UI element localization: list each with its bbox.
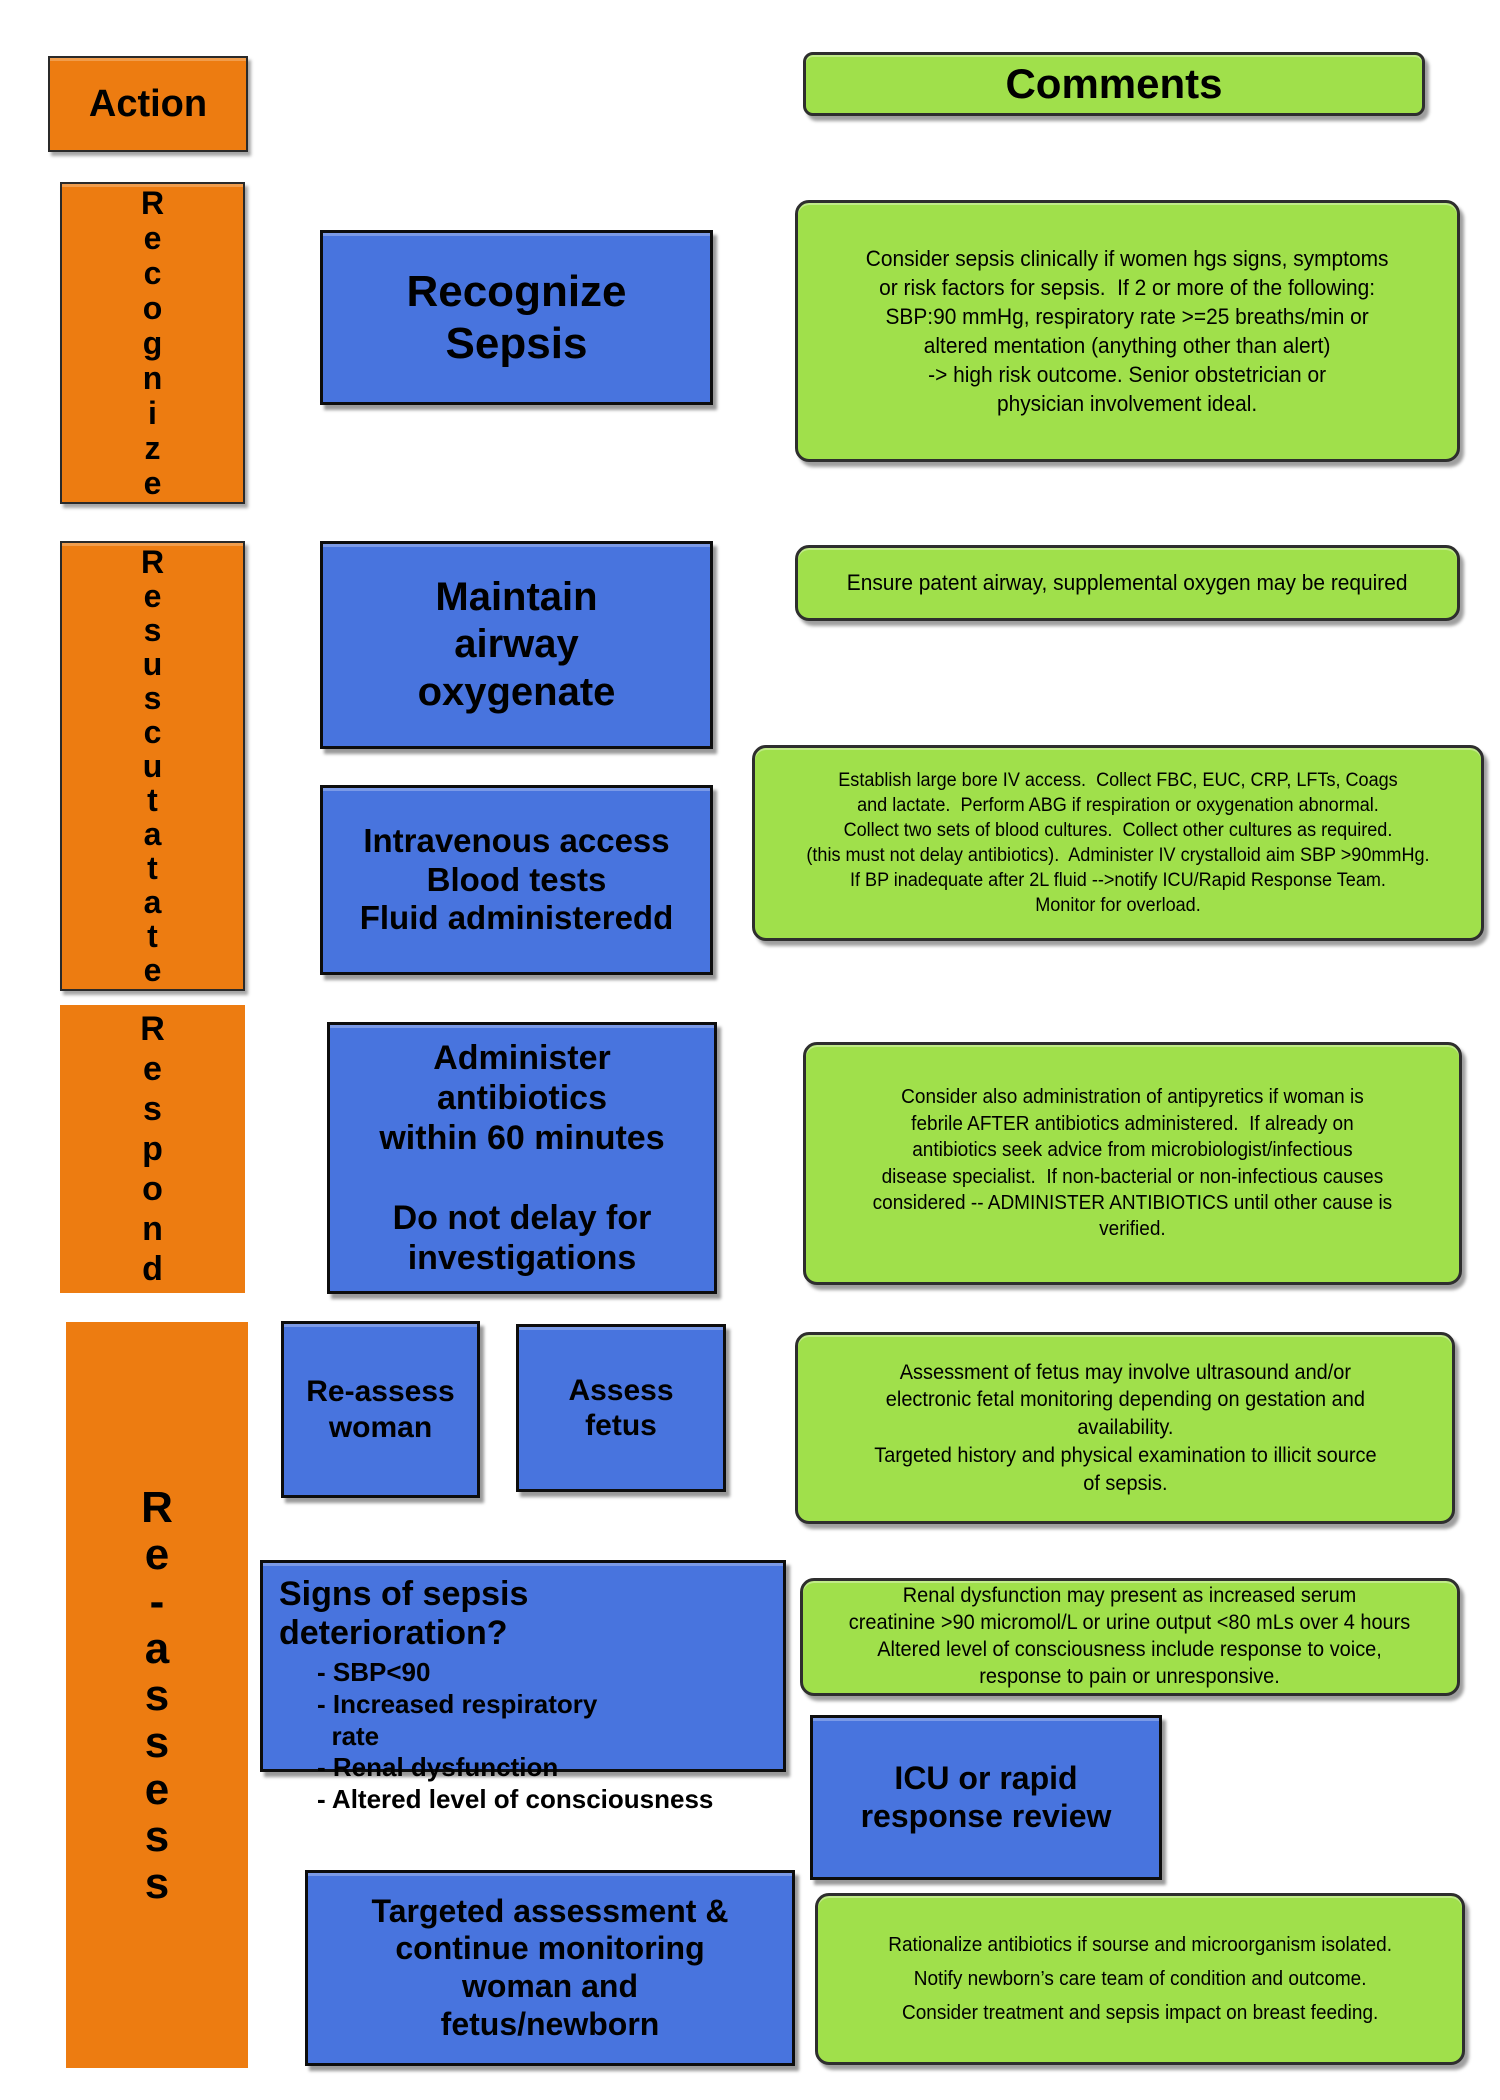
action-box-signs-of-sepsis (260, 1560, 786, 1815)
assess-fetus-label: Assess fetus (568, 1373, 674, 1442)
comment-iv-text: Establish large bore IV access. Collect FBC, EUC, CRP, LFTs, Coags and lactate. Perform ABG if respiration or oxygenation abnormal. Collect two sets of blood cultures. Collect other cultures as required. (this must not delay antibiotics). Administer IV crystalloid aim SBP >90mmHg. If BP inadequate after 2L fluid -->notify ICU/Rapid Response Team. Monitor for overload. (806, 769, 1430, 917)
comment-box-iv (752, 745, 1484, 941)
comment-rationalize-text: Rationalize antibiotics if sourse and microorganism isolated. Notify newborn’s care team of condition and outcome. Consider treatment and sepsis impact on breast feeding. (888, 1934, 1392, 2024)
comments-header-label: Comments (1005, 60, 1223, 107)
comment-fetus-text: Assessment of fetus may involve ultrasound and/or electronic fetal monitoring depending on gestation and availability. Targeted history and physical examination to illicit source of sepsis. (873, 1360, 1377, 1495)
action-box-assess-fetus (516, 1324, 726, 1492)
targeted-assessment-label: Targeted assessment & continue monitoring woman and fetus/newborn (371, 1892, 729, 2042)
rail-recognize-letters: R e c o g n i z e (140, 184, 165, 501)
comments-header (803, 52, 1425, 116)
action-header (48, 56, 248, 152)
comment-antipyretics-text: Consider also administration of antipyretics if woman is febrile AFTER antibiotics administered. If already on antibiotics seek advice from microbiologist/infectious disease specialist. If non-bacterial or non-infectious causes considered -- ADMINISTER ANTIBIOTICS until other cause is verified. (872, 1086, 1393, 1241)
rail-reassess (66, 1322, 248, 2068)
rail-reassess-letters: R e - a s s e s s (141, 1482, 173, 1908)
action-header-label: Action (88, 82, 208, 125)
rail-respond (60, 1005, 245, 1293)
reassess-woman-label: Re-assess woman (306, 1375, 455, 1444)
action-box-icu-review (810, 1715, 1162, 1880)
action-box-maintain-airway (320, 541, 713, 749)
icu-review-label: ICU or rapid response review (860, 1759, 1112, 1834)
comment-renal-text: Renal dysfunction may present as increased serum creatinine >90 micromol/L or urine output <80 mLs over 4 hours Altered level of consciousness include response to voice, response to pain or unresponsive. (849, 1584, 1411, 1688)
rail-resuscutatate (60, 541, 245, 991)
administer-antibiotics-label: Administer antibiotics within 60 minutes Do not delay for investigations (379, 1038, 665, 1278)
rail-respond-letters: R e s p o n d (140, 1010, 165, 1288)
rail-resuscutatate-letters: R e s u s c u t a t a t e (140, 544, 165, 988)
comment-box-rationalize (815, 1893, 1465, 2065)
comment-airway-text: Ensure patent airway, supplemental oxygen may be required (847, 570, 1408, 596)
action-box-iv-access (320, 785, 713, 975)
rail-recognize (60, 182, 245, 504)
comment-box-airway (795, 545, 1460, 621)
signs-of-sepsis-bullets: - SBP<90 - Increased respiratory rate - Renal dysfunction - Altered level of consciousness (317, 1657, 714, 1815)
maintain-airway-label: Maintain airway oxygenate (417, 575, 616, 714)
comment-recognize-text: Consider sepsis clinically if women hgs signs, symptoms or risk factors for sepsis. If 2 or more of the following: SBP:90 mmHg, respiratory rate >=25 breaths/min or altered mentation (anything other than alert) -> high risk outcome. Senior obstetrician or physician involvement ideal. (866, 245, 1389, 417)
comment-box-recognize (795, 200, 1460, 462)
action-box-targeted-assessment (305, 1870, 795, 2066)
comment-box-fetus (795, 1332, 1455, 1524)
recognize-sepsis-label: Recognize Sepsis (406, 266, 627, 368)
signs-of-sepsis-heading: Signs of sepsis deterioration? (279, 1575, 529, 1653)
iv-access-label: Intravenous access Blood tests Fluid administeredd (359, 821, 674, 937)
comment-box-renal (800, 1578, 1460, 1696)
comment-box-antipyretics (803, 1042, 1462, 1285)
action-box-recognize-sepsis (320, 230, 713, 405)
action-box-reassess-woman (281, 1321, 480, 1498)
action-box-administer-antibiotics (327, 1022, 717, 1294)
